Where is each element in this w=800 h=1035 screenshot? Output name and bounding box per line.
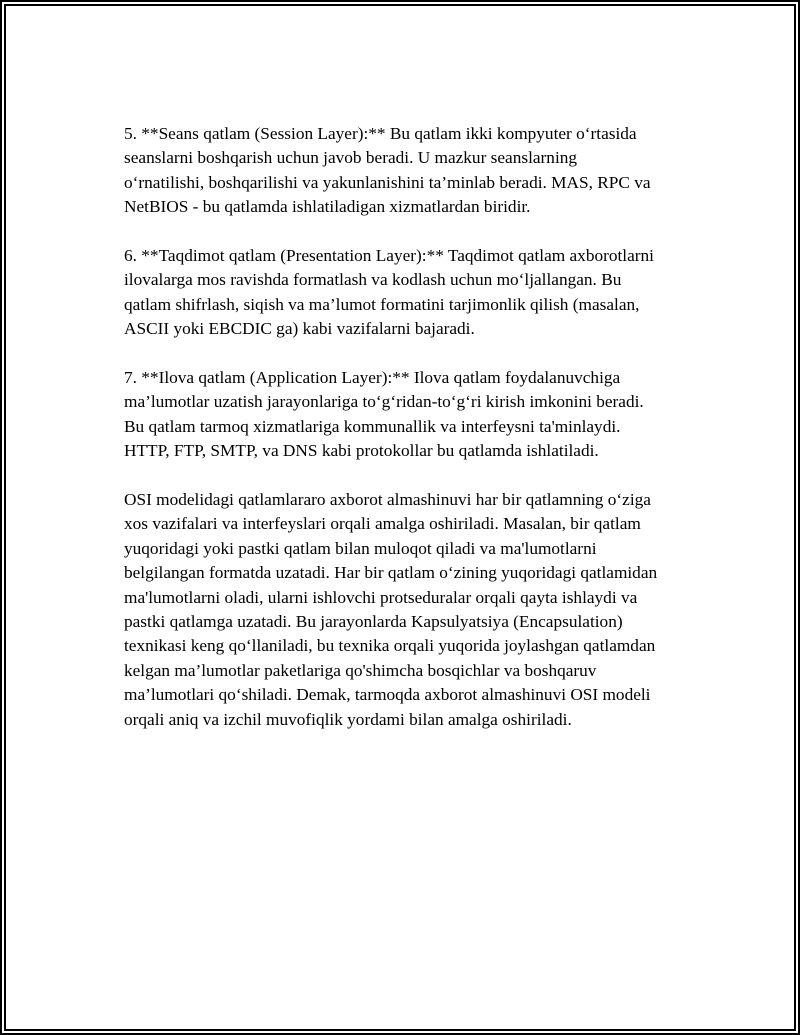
paragraph-session-layer: [124, 122, 704, 220]
text-line: xos vazifalari va interfeyslari orqali amalga oshiriladi. Masalan, bir qatlam: [124, 514, 641, 534]
text-line: OSI modelidagi qatlamlararo axborot almashinuvi har bir qatlamning o‘ziga: [124, 490, 651, 510]
text-line: texnikasi keng qo‘llaniladi, bu texnika orqali yuqorida joylashgan qatlamdan: [124, 636, 656, 656]
text-line: seanslarni boshqarish uchun javob beradi. U mazkur seanslarning: [124, 148, 578, 168]
text-line: ma’lumotlari qo‘shiladi. Demak, tarmoqda axborot almashinuvi OSI modeli: [124, 685, 651, 705]
text-line: ilovalarga mos ravishda formatlash va kodlash uchun mo‘ljallangan. Bu: [124, 270, 622, 290]
text-line: pastki qatlamga uzatadi. Bu jarayonlarda Kapsulyatsiya (Encapsulation): [124, 612, 623, 632]
text-line: 6. **Taqdimot qatlam (Presentation Layer):** Taqdimot qatlam axborotlarni: [124, 246, 654, 266]
text-line: ASCII yoki EBCDIC ga) kabi vazifalarni bajaradi.: [124, 319, 475, 339]
paragraph-osi-summary: [124, 488, 704, 732]
text-line: qatlam shifrlash, siqish va ma’lumot formatini tarjimonlik qilish (masalan,: [124, 294, 640, 314]
text-line: yuqoridagi yoki pastki qatlam bilan muloqot qiladi va ma'lumotlarni: [124, 538, 597, 558]
text-line: belgilangan formatda uzatadi. Har bir qatlam o‘zining yuqoridagi qatlamidan: [124, 563, 658, 583]
text-line: 7. **Ilova qatlam (Application Layer):** Ilova qatlam foydalanuvchiga: [124, 368, 621, 388]
text-line: NetBIOS - bu qatlamda ishlatiladigan xizmatlardan biridir.: [124, 197, 531, 217]
text-line: ma'lumotlarni oladi, ularni ishlovchi protseduralar orqali qayta ishlaydi va: [124, 587, 638, 607]
text-line: orqali aniq va izchil muvofiqlik yordami bilan amalga oshiriladi.: [124, 709, 572, 729]
text-line: 5. **Seans qatlam (Session Layer):** Bu qatlam ikki kompyuter o‘rtasida: [124, 124, 637, 143]
text-line: HTTP, FTP, SMTP, va DNS kabi protokollar bu qatlamda ishlatiladi.: [124, 441, 599, 461]
text-line: Bu qatlam tarmoq xizmatlariga kommunallik va interfeysni ta'minlaydi.: [124, 416, 621, 436]
text-line: ma’lumotlar uzatish jarayonlariga to‘g‘ridan-to‘g‘ri kirish imkonini beradi.: [124, 392, 644, 412]
paragraph-presentation-layer: [124, 244, 704, 342]
document-body: [124, 122, 704, 732]
text-line: kelgan ma’lumotlar paketlariga qo'shimcha bosqichlar va boshqaruv: [124, 660, 597, 680]
paragraph-application-layer: [124, 366, 704, 464]
text-line: o‘rnatilishi, boshqarilishi va yakunlanishini ta’minlab beradi. MAS, RPC va: [124, 172, 651, 192]
